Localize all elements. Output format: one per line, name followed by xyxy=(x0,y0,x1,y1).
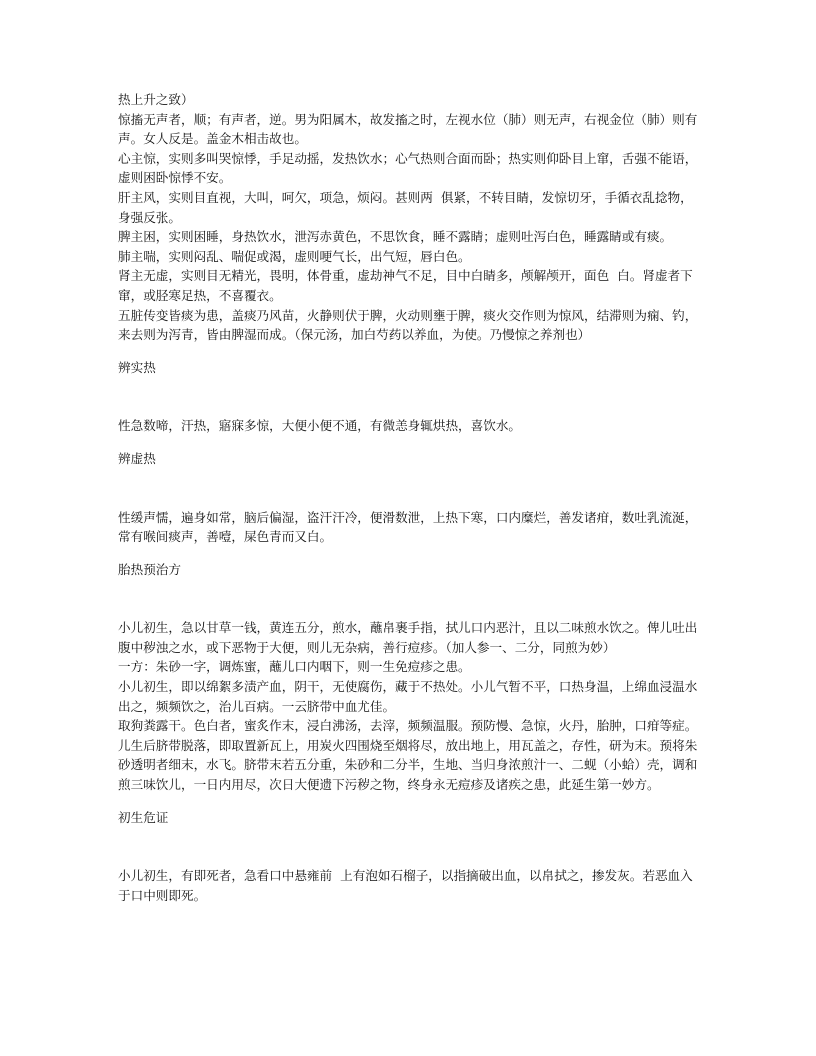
paragraph: 心主惊，实则多叫哭惊悸，手足动摇，发热饮水；心气热则合面而卧；热实则仰卧目上窜，舌强不能语，虚则困卧惊悸不安。 xyxy=(118,150,698,186)
section-spacer xyxy=(118,547,703,560)
section-spacer xyxy=(118,345,703,358)
paragraph: 小儿初生，急以甘草一钱，黄连五分，煎水，蘸帛裹手指，拭儿口内恶汁，且以二味煎水饮之。俾儿吐出腹中秽浊之水，或下恶物于大便，则儿无杂病，善行痘疹。（加人参一、二分，同煎为妙） xyxy=(118,620,698,655)
paragraph: 性缓声懦，遍身如常，脑后偏湿，盗汗汗冷，便滑数泄，上热下寒，口内糜烂，善发诸疳，数吐乳流涎，常有喉间痰声，善噎，屎色青而又白。 xyxy=(118,509,698,545)
paragraph: 惊搐无声者，顺；有声者，逆。男为阳属木，故发搐之时，左视水位（肺）则无声，右视金位（肺）则有声。女人反是。盖金木相击故也。 xyxy=(118,111,698,147)
heading-spacer xyxy=(118,579,703,618)
paragraph: 肝主风，实则目直视，大叫，呵欠，项急，烦闷。甚则两 俱紧，不转目睛，发惊切牙，手循衣乱捻物，身强反张。 xyxy=(118,189,693,225)
paragraph: 儿生后脐带脱落，即取置新瓦上，用炭火四围烧至烟将尽，放出地上，用瓦盖之，存性，研为末。预将朱砂透明者细末，水飞。脐带末若五分重，朱砂和二分半，生地、当归身浓煎汁一、二蚬（小蛤）壳，调和煎三味饮儿，一日内用尽，次日大便遗下污秽之物，终身永无痘疹及诸疾之患，此延生第一妙方。 xyxy=(118,737,698,793)
section-heading: 辨实热 xyxy=(118,359,156,375)
paragraph: 小儿初生，有即死者，急看口中悬雍前 上有泡如石榴子，以指摘破出血，以帛拭之，掺发灰。若恶血入于口中则即死。 xyxy=(118,868,693,903)
section-spacer xyxy=(118,795,703,808)
heading-spacer xyxy=(118,469,703,508)
paragraph: 五脏传变皆痰为患，盖痰乃风苗，火静则伏于脾，火动则壅于脾，痰火交作则为惊风，结滞则为痫、钓，来去则为泻青，皆由脾湿而成。（保元汤，加白芍药以养血，为使。乃慢惊之养剂也） xyxy=(118,307,698,343)
paragraph: 热上升之致） xyxy=(118,92,194,107)
paragraph: 小儿初生，即以绵絮多渍产血，阴干，无使腐伤，藏于不热处。小儿气暂不平，口热身温，上绵血浸温水出之，频频饮之，治儿百病。一云脐带中血尤佳。 xyxy=(118,679,698,714)
section-heading: 初生危证 xyxy=(118,809,169,825)
section-heading: 辨虚热 xyxy=(118,450,156,466)
document-page xyxy=(118,90,703,905)
paragraph: 取狗粪露干。色白者，蜜炙作末，浸白沸汤，去滓，频频温服。预防慢、急惊，火丹，胎肿，口疳等症。 xyxy=(118,718,698,734)
paragraph: 性急数啼，汗热，寤寐多惊，大便小便不通，有微恙身辄烘热，喜饮水。 xyxy=(118,418,521,434)
heading-spacer xyxy=(118,827,703,866)
paragraph: 肾主无虚，实则目无精光，畏明，体骨重，虚劫神气不足，目中白睛多，颅解颅开，面色 白。肾虚者下窜，或胫寒足热，不喜覆衣。 xyxy=(118,268,693,303)
heading-spacer xyxy=(118,377,703,416)
section-spacer xyxy=(118,436,703,449)
paragraph: 脾主困，实则困睡，身热饮水，泄泻赤黄色，不思饮食，睡不露睛；虚则吐泻白色，睡露睛或有痰。 xyxy=(118,229,673,245)
section-heading: 胎热预治方 xyxy=(118,561,181,577)
paragraph: 一方：朱砂一字，调炼蜜，蘸儿口内咽下，则一生免痘疹之患。 xyxy=(118,659,471,675)
paragraph: 肺主喘，实则闷乱、喘促或渴，虚则哽气长，出气短，唇白色。 xyxy=(118,248,471,264)
